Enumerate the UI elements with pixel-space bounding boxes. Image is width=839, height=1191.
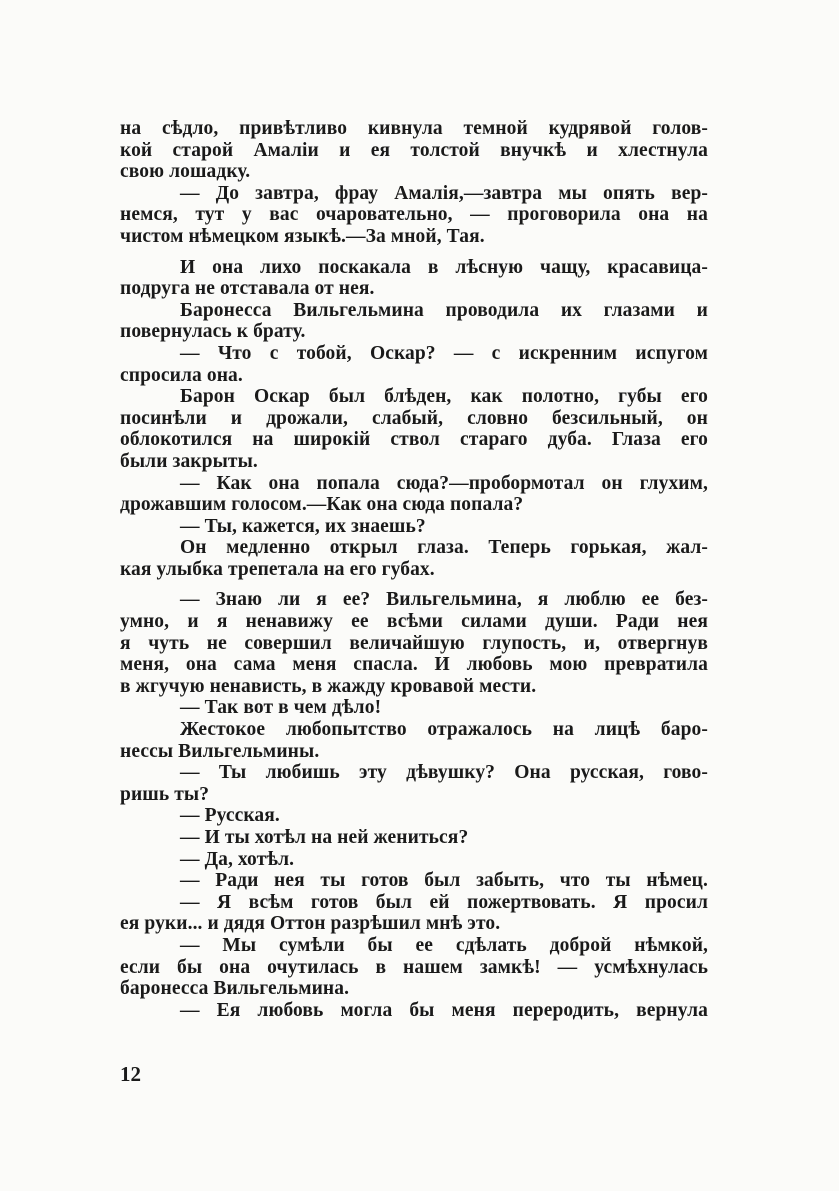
- text-line: свою лошадку.: [120, 161, 251, 183]
- body-text: [120, 118, 708, 1021]
- text-line: — Ея любовь могла бы меня переродить, вернула: [180, 999, 708, 1021]
- text-line: Жестокое любопытство отражалось на лицѣ баро-: [180, 719, 708, 741]
- text-line: немся, тут у вас очаровательно, — проговорила она на: [120, 204, 708, 226]
- text-line: я чуть не совершил величайшую глупость, и, отвергнув: [120, 632, 708, 654]
- text-line: Барон Оскар был блѣден, как полотно, губы его: [180, 386, 708, 408]
- text-line: посинѣли и дрожали, слабый, словно безсильный, он: [120, 407, 708, 429]
- text-line: облокотился на широкій ствол стараго дуба. Глаза его: [120, 429, 708, 451]
- text-line: меня, она сама меня спасла. И любовь мою превратила: [120, 654, 708, 676]
- text-line: дрожавшим голосом.—Как она сюда попала?: [120, 494, 524, 516]
- text-line: Баронесса Вильгельмина проводила их глазами и: [180, 299, 708, 321]
- text-line: если бы она очутилась в нашем замкѣ! — усмѣхнулась: [120, 956, 708, 978]
- text-line: — Мы сумѣли бы ее сдѣлать доброй нѣмкой,: [180, 934, 708, 956]
- text-line: — До завтра, фрау Амалія,—завтра мы опять вер-: [180, 182, 708, 204]
- text-line: умно, и я ненавижу ее всѣми силами души. Ради нея: [120, 611, 708, 633]
- text-line: баронесса Вильгельмина.: [120, 978, 350, 1000]
- text-line: — Ты любишь эту дѣвушку? Она русская, гово-: [180, 762, 708, 784]
- text-line: нессы Вильгельмины.: [120, 740, 320, 762]
- text-line: — Да, хотѣл.: [180, 848, 295, 870]
- text-line: — Что с тобой, Оскар? — с искренним испугом: [180, 342, 708, 364]
- text-line: на сѣдло, привѣтливо кивнула темной кудрявой голов-: [120, 118, 708, 139]
- text-line: ришь ты?: [120, 783, 210, 805]
- text-line: И она лихо поскакала в лѣсную чащу, красавица-: [180, 256, 708, 278]
- text-line: — Как она попала сюда?—пробормотал он глухим,: [180, 472, 708, 494]
- text-line: Он медленно открыл глаза. Теперь горькая, жал-: [180, 537, 708, 559]
- text-line: кой старой Амаліи и ея толстой внучкѣ и хлестнула: [120, 139, 708, 161]
- text-line: — Я всѣм готов был ей пожертвовать. Я просил: [180, 891, 708, 913]
- text-line: в жгучую ненависть, в жажду кровавой мести.: [120, 675, 537, 697]
- text-line: повернулась к брату.: [120, 321, 306, 343]
- text-line: ея руки... и дядя Оттон разрѣшил мнѣ это.: [120, 913, 501, 935]
- text-line: — Так вот в чем дѣло!: [180, 697, 382, 719]
- text-line: — Ради нея ты готов был забыть, что ты нѣмец.: [180, 870, 708, 892]
- text-line: — Ты, кажется, их знаешь?: [180, 515, 426, 537]
- text-line: — Русская.: [180, 805, 280, 827]
- page-number: 12: [120, 1062, 141, 1086]
- text-line: кая улыбка трепетала на его губах.: [120, 558, 435, 580]
- text-line: — Знаю ли я ее? Вильгельмина, я люблю ее без-: [180, 589, 708, 611]
- text-line: подруга не отставала от нея.: [120, 278, 375, 300]
- text-line: спросила она.: [120, 364, 243, 386]
- text-line: чистом нѣмецком языкѣ.—За мной, Тая.: [120, 225, 485, 247]
- text-line: были закрыты.: [120, 450, 258, 472]
- text-line: — И ты хотѣл на ней жениться?: [180, 827, 469, 848]
